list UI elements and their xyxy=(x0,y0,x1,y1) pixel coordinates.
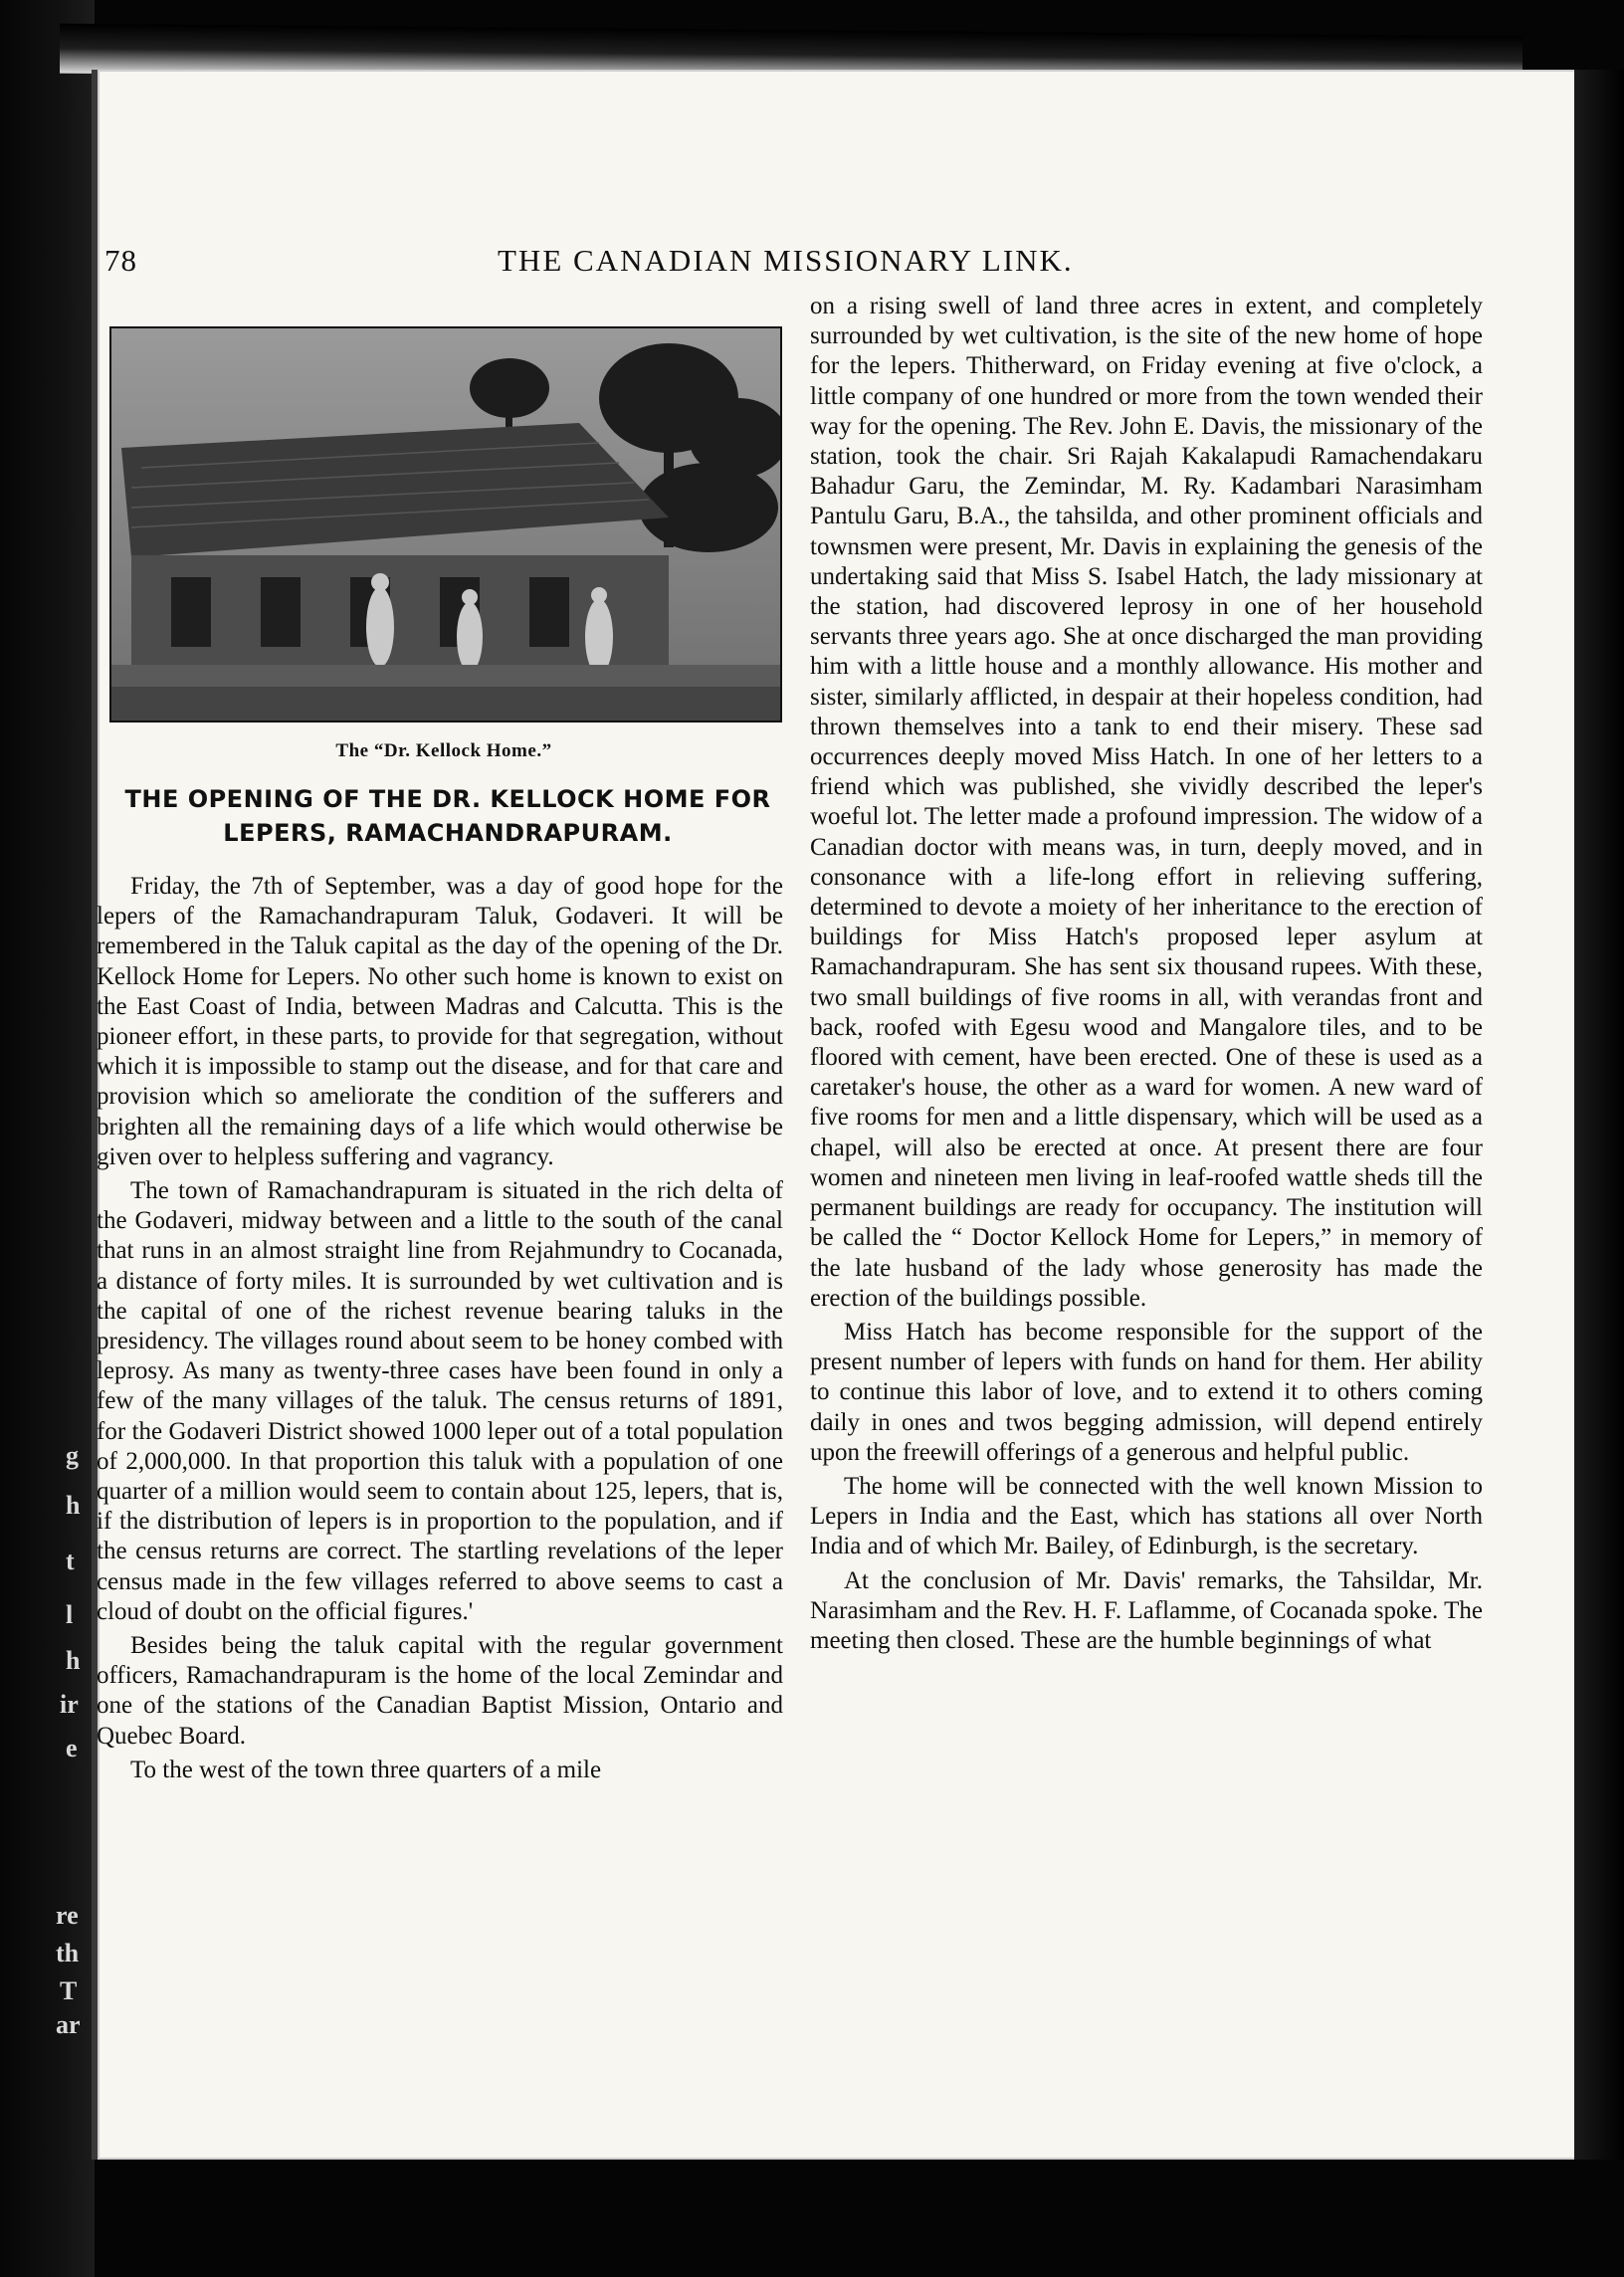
left-column xyxy=(97,872,783,1789)
binding-strip xyxy=(0,0,95,2277)
paragraph: Friday, the 7th of September, was a day of good hope for the lepers of the Ramachandrapuram Taluk, Godaveri. It will be remembered in the Taluk capital as the day of the opening of the Dr. Kellock Home for Lepers. No other such home is known to exist on the East Coast of India, between Madras and Calcutta. This is the pioneer effort, in these parts, to provide for that segregation, without which it is impossible to stamp out the disease, and for that care and provision which so ameliorate the condition of the sufferers and brighten all the remaining days of a life which would otherwise be given over to helpless suffering and vagrancy. xyxy=(97,873,783,1170)
margin-fragment: ar xyxy=(56,2010,81,2039)
margin-fragment: th xyxy=(56,1939,80,1967)
margin-fragment: T xyxy=(60,1976,78,2005)
page-header xyxy=(104,243,1498,283)
paragraph: To the west of the town three quarters of a mile xyxy=(130,1756,602,1783)
paragraph: on a rising swell of land three acres in extent, and completely surrounded by wet cultivation, is the site of the new home of hope for the lepers. Thitherward, on Friday evening at five o'clock, a little company of one hundred or more from the town wended their way for the opening. The Rev. John E. Davis, the missionary of the station, took the chair. Sri Rajah Kakalapudi Ramachendakaru Bahadur Garu, the Zemindar, M. Ry. Kadambari Narasimham Pantulu Garu, B.A., the tahsilda, and other prominent officials and townsmen were present, Mr. Davis in explaining the genesis of the undertaking said that Miss S. Isabel Hatch, the lady missionary at the station, had discovered leprosy in one of her household servants three years ago. She at once discharged the man providing him with a little house and a monthly allowance. His mother and sister, similarly afflicted, in despair at their hopeless condition, had thrown themselves into a tank to end their misery. These sad occurrences deeply moved Miss Hatch. In one of her letters to a friend which was published, she vividly described the leper's woeful lot. The letter made a profound impression. The widow of a Canadian doctor with means was, in turn, deeply moved, and in consonance with a life-long effort in relieving suffering, determined to devote a moiety of her inheritance to the erection of buildings for Miss Hatch's proposed leper asylum at Ramachandrapuram. She has sent six thousand rupees. With these, two small buildings of five rooms in all, with verandas front and back, roofed with Egesu wood and Mangalore tiles, and to be floored with cement, have been erected. One of these is used as a caretaker's house, the other as a ward for women. A new ward of five rooms for men and a little dispensary, which will be used as a chapel, will also be erected at once. At present there are four women and nineteen men living in leaf-roofed wattle sheds till the permanent buildings are ready for occupancy. The institution will be called the “ Doctor Kellock Home for Lepers,” in memory of the late husband of the lady whose generosity has made the erection of the buildings possible. xyxy=(810,293,1483,1312)
margin-fragment: g xyxy=(66,1441,79,1470)
margin-fragment: l xyxy=(66,1600,74,1629)
article-title: THE OPENING OF THE DR. KELLOCK HOME FOR LEPERS, RAMACHANDRAPURAM. xyxy=(124,785,771,847)
margin-fragment: h xyxy=(66,1646,81,1675)
running-head: THE CANADIAN MISSIONARY LINK. xyxy=(498,243,1074,278)
margin-fragment: h xyxy=(66,1491,81,1520)
photograph-of-building xyxy=(109,326,782,723)
margin-fragment: e xyxy=(66,1734,78,1762)
paragraph: The home will be connected with the well known Mission to Lepers in India and the East, which has stations all over North India and of which Mr. Bailey, of Edinburgh, is the secretary. xyxy=(810,1472,1483,1560)
paragraph: The town of Ramachandrapuram is situated in the rich delta of the Godaveri, midway between and a little to the south of the canal that runs in an almost straight line from Rejahmundry to Cocanada, a distance of forty miles. It is surrounded by wet cultivation and is the capital of one of the richest revenue bearing taluks in the presidency. The villages round about seem to be honey combed with leprosy. As many as twenty-three cases have been found in only a few of the many villages of the taluk. The census returns of 1891, for the Godaveri District showed 1000 leper out of a total population of 2,000,000. In that proportion this taluk with a population of one quarter of a million would seem to contain about 125, lepers, that is, if the distribution of lepers is in proportion to the population, and if the census returns are correct. The startling revelations of the leper census made in the few villages referred to above seems to cast a cloud of doubt on the official figures.' xyxy=(97,1177,783,1625)
margin-fragment: t xyxy=(66,1547,75,1575)
page-number: 78 xyxy=(104,243,137,278)
right-column xyxy=(810,292,1483,1660)
paragraph: At the conclusion of Mr. Davis' remarks, the Tahsildar, Mr. Narasimham and the Rev. H. F. Laflamme, of Cocanada spoke. The meeting then closed. These are the humble beginnings of what xyxy=(810,1566,1483,1654)
margin-fragment: re xyxy=(56,1901,79,1930)
margin-fragment: ir xyxy=(60,1690,79,1719)
paragraph: Miss Hatch has become responsible for the support of the present number of lepers with funds on hand for them. Her ability to continue this labor of love, and to extend it to others coming daily in ones and twos begging admission, will depend entirely upon the freewill offerings of a generous and helpful public. xyxy=(810,1318,1483,1466)
right-edge-shadow xyxy=(1574,70,1624,2160)
paragraph: Besides being the taluk capital with the regular government officers, Ramachandrapuram is the home of the local Zemindar and one of the stations of the Canadian Baptist Mission, Ontario and Quebec Board. xyxy=(97,1632,783,1750)
photo-caption: The “Dr. Kellock Home.” xyxy=(335,740,552,761)
photo-illustration xyxy=(111,328,780,721)
